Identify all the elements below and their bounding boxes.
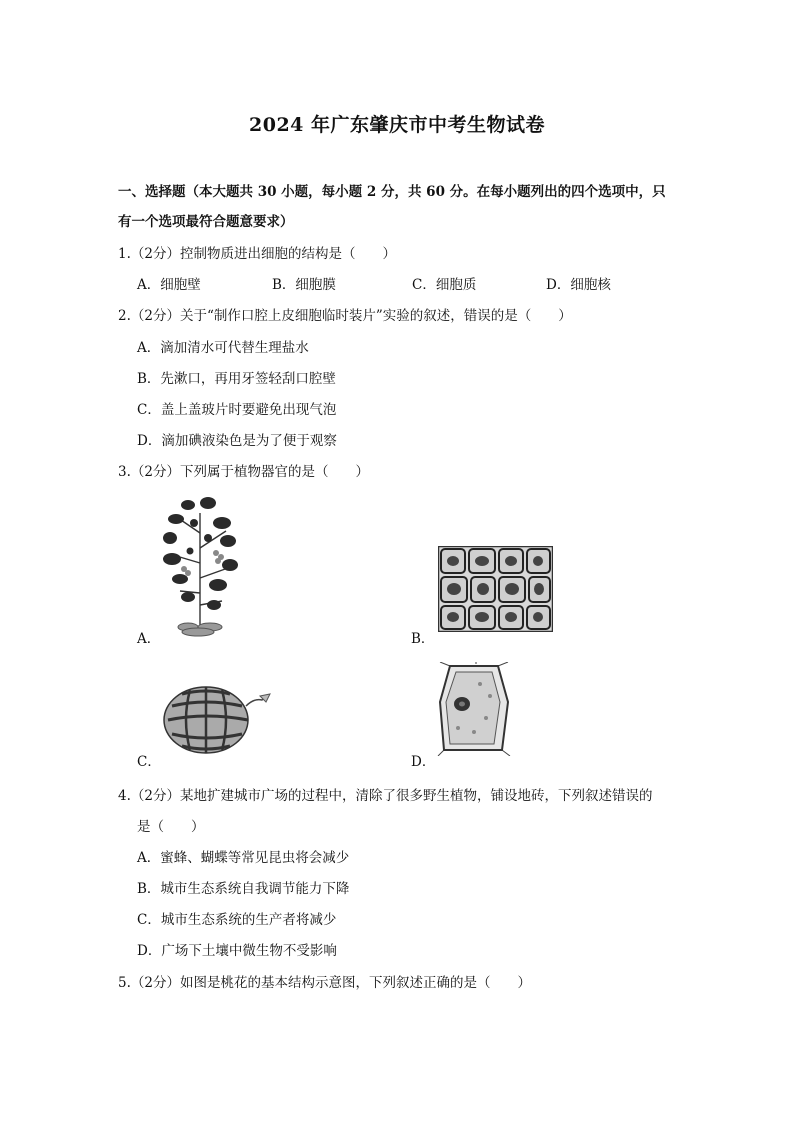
q3-option-a-label: A． — [137, 631, 161, 647]
q2-option-c: C．盖上盖玻片时要避免出现气泡 — [137, 402, 337, 418]
question-4-stem-line2: 是（ ） — [137, 819, 205, 835]
q4-option-b: B．城市生态系统自我调节能力下降 — [137, 881, 350, 897]
question-1-stem: 1.（2分）控制物质进出细胞的结构是（ ） — [118, 246, 396, 262]
q3-option-d-label: D． — [411, 754, 436, 770]
q2-option-d: D．滴加碘液染色是为了便于观察 — [137, 433, 337, 449]
plant-cell-illustration — [436, 662, 512, 756]
q4-option-c: C．城市生态系统的生产者将减少 — [137, 912, 337, 928]
plant-illustration — [158, 493, 240, 638]
question-5-stem: 5.（2分）如图是桃花的基本结构示意图，下列叙述正确的是（ ） — [118, 975, 531, 991]
q4-option-d: D．广场下土壤中微生物不受影响 — [137, 943, 337, 959]
question-4-stem-line1: 4.（2分）某地扩建城市广场的过程中，清除了很多野生植物，铺设地砖，下列叙述错误的 — [118, 788, 653, 804]
q4-option-a: A．蜜蜂、蝴蝶等常见昆虫将会减少 — [137, 850, 350, 866]
q3-option-b-label: B． — [411, 631, 435, 647]
question-2-stem: 2.（2分）关于“制作口腔上皮细胞临时装片”实验的叙述，错误的是（ ） — [118, 308, 572, 324]
section-header-line2: 有一个选项最符合题意要求） — [118, 214, 294, 230]
q1-option-b: B．细胞膜 — [272, 277, 336, 293]
watermelon-illustration — [162, 684, 274, 756]
section-header-line1: 一、选择题（本大题共 30 小题，每小题 2 分，共 60 分。在每小题列出的四个选项中，只 — [118, 184, 666, 200]
question-3-stem: 3.（2分）下列属于植物器官的是（ ） — [118, 464, 369, 480]
q2-option-a: A．滴加清水可代替生理盐水 — [137, 340, 309, 356]
q3-option-c-label: C． — [137, 754, 161, 770]
q1-option-c: C．细胞质 — [412, 277, 477, 293]
cell-tissue-illustration — [438, 546, 553, 632]
q2-option-b: B．先漱口，再用牙签轻刮口腔壁 — [137, 371, 336, 387]
q1-option-a: A．细胞壁 — [137, 277, 201, 293]
page-title: 2024 年广东肇庆市中考生物试卷 — [249, 114, 545, 136]
q1-option-d: D．细胞核 — [546, 277, 611, 293]
